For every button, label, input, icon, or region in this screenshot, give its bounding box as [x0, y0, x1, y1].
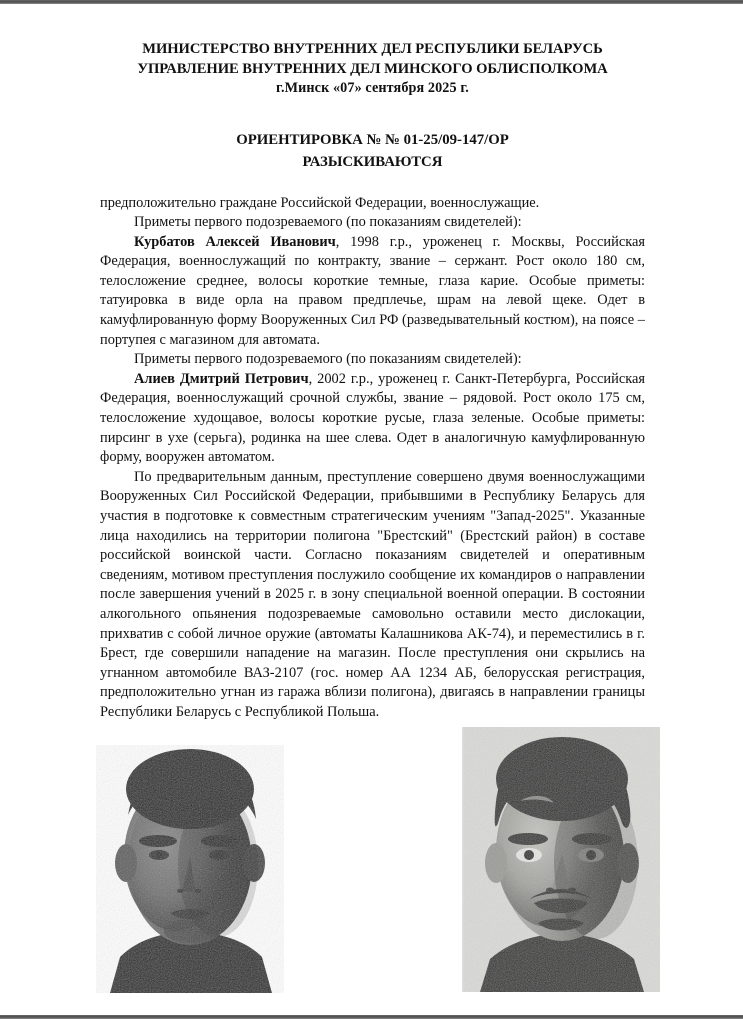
photo-suspect-two: [462, 727, 660, 992]
suspect-one-heading: Приметы первого подозреваемого (по показаниям свидетелей):: [134, 214, 522, 231]
wanted-heading: РАЗЫСКИВАЮТСЯ: [302, 153, 443, 170]
header-department-line: УПРАВЛЕНИЕ ВНУТРЕННИХ ДЕЛ МИНСКОГО ОБЛИСПОЛКОМА: [137, 60, 608, 77]
suspect-two-name: Алиев Дмитрий Петрович: [134, 370, 309, 387]
suspect-two-description: [100, 370, 645, 468]
suspect-one-portrait-icon: [96, 745, 284, 993]
suspect-one-name: Курбатов Алексей Иванович: [134, 233, 336, 250]
document-title-block: [100, 129, 645, 173]
bulletin-number: ОРИЕНТИРОВКА № № 01-25/09-147/ОР: [236, 131, 509, 148]
suspect-one-details: , 1998 г.р., уроженец г. Москвы, Российская Федерация, военнослужащий по контракту, звание – сержант. Рост около 180 см, телосложение среднее, волосы короткие темные, глаза карие. Особые приметы: татуировка в виде орла на правом предплечье, шрам на левой щеке. Одет в камуфлированную форму Вооруженных Сил РФ (разведывательный костюм), на поясе – портупея с магазином для автомата.: [100, 233, 645, 348]
photo-suspect-one: [96, 745, 284, 993]
photo-row: [0, 718, 743, 1018]
suspect-one-description: [100, 233, 645, 351]
header-ministry-line: МИНИСТЕРСТВО ВНУТРЕННИХ ДЕЛ РЕСПУБЛИКИ БЕЛАРУСЬ: [142, 41, 603, 57]
suspect-two-portrait-icon: [462, 727, 660, 992]
narrative-paragraph: По предварительным данным, преступление совершено двумя военнослужащими Вооруженных Сил Российской Федерации, прибывшими в Республику Беларусь для участия в подготовке к совместным стратегическим учениям "Запад-2025". Указанные лица находились на территории полигона "Брестский" (Брестский район) в составе российской воинской части. Согласно показаниям свидетелей и оперативным сведениям, мотивом преступления послужило сообщение их командиров о направлении после завершения учений в 2025 г. в зону специальной военной операции. В состоянии алкогольного опьянения подозреваемые самовольно оставили место дислокации, прихватив с собой личное оружие (автоматы Калашникова АК-74), и переместились в г. Брест, где совершили нападение на магазин. После преступления они скрылись на угнанном автомобиле ВАЗ-2107 (гос. номер АА 1234 АБ, белорусская регистрация, предположительно угнан из гаража вблизи полигона), двигаясь в направлении границы Республики Беларусь с Республикой Польша.: [100, 468, 645, 720]
suspect-two-details: , 2002 г.р., уроженец г. Санкт-Петербурга, Российская Федерация, военнослужащий срочной службы, звание – рядовой. Рост около 175 см, телосложение худощавое, волосы короткие русые, глаза зеленые. Особые приметы: пирсинг в ухе (серьга), родинка на шее слева. Одет в аналогичную камуфлированную форму, вооружен автоматом.: [100, 370, 645, 466]
document-header: [100, 40, 645, 99]
document-body: [100, 194, 645, 723]
intro-paragraph: предположительно граждане Российской Федерации, военнослужащие.: [100, 194, 540, 211]
document-sheet: [100, 40, 645, 723]
suspect-two-heading: Приметы первого подозреваемого (по показаниям свидетелей):: [134, 351, 522, 368]
header-city-date-line: г.Минск «07» сентября 2025 г.: [276, 80, 469, 96]
scan-edge-top: [0, 0, 743, 4]
